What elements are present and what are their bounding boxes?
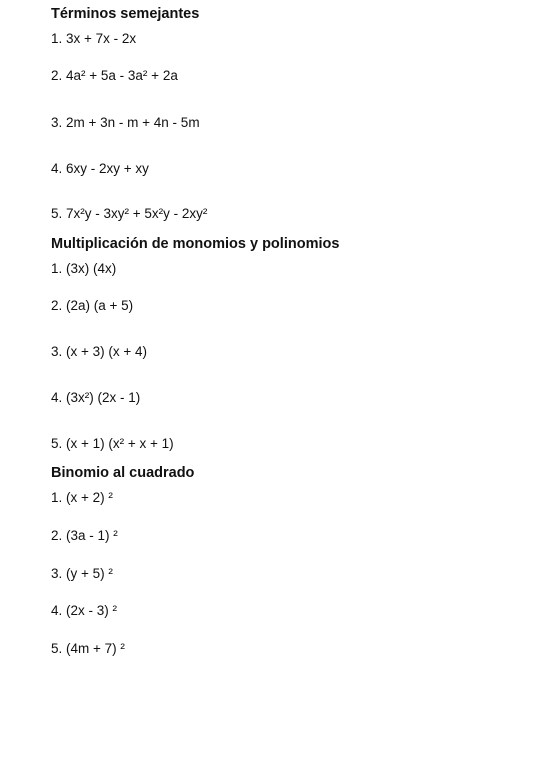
exercise-item: 2. (3a - 1) ² <box>51 528 118 543</box>
exercise-item: 5. (4m + 7) ² <box>51 641 125 656</box>
exercise-item: 5. 7x²y - 3xy² + 5x²y - 2xy² <box>51 206 208 221</box>
exercise-item: 4. (3x²) (2x - 1) <box>51 390 141 405</box>
section-heading-multiplicacion: Multiplicación de monomios y polinomios <box>51 236 340 252</box>
exercise-item: 2. (2a) (a + 5) <box>51 298 134 313</box>
exercise-item: 4. (2x - 3) ² <box>51 603 118 618</box>
exercise-item: 4. 6xy - 2xy + xy <box>51 161 149 176</box>
exercise-item: 5. (x + 1) (x² + x + 1) <box>51 436 174 451</box>
exercise-item: 3. 2m + 3n - m + 4n - 5m <box>51 115 200 130</box>
exercise-item: 3. (y + 5) ² <box>51 566 113 581</box>
section-heading-terminos-semejantes: Términos semejantes <box>51 6 200 22</box>
section-heading-binomio-al-cuadrado: Binomio al cuadrado <box>51 465 195 481</box>
exercise-item: 2. 4a² + 5a - 3a² + 2a <box>51 68 178 83</box>
exercise-item: 1. (3x) (4x) <box>51 261 117 276</box>
exercise-item: 1. 3x + 7x - 2x <box>51 31 137 46</box>
exercise-item: 1. (x + 2) ² <box>51 490 113 505</box>
exercise-item: 3. (x + 3) (x + 4) <box>51 344 148 359</box>
